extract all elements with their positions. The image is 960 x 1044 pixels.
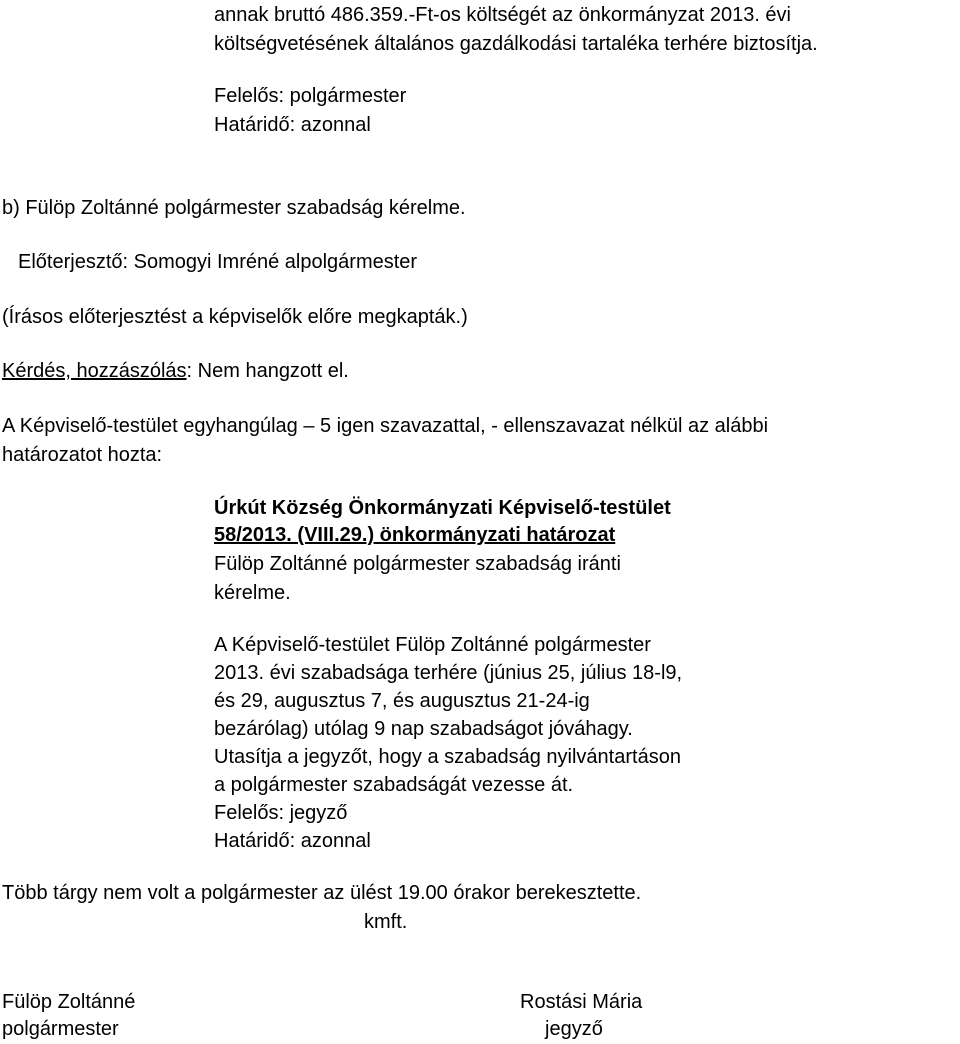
item-b-note: (Írásos előterjesztést a képviselők előre megkapták.) (2, 306, 468, 328)
intro-responsible: Felelős: polgármester (214, 85, 407, 107)
item-b-question (2, 358, 349, 384)
signature-left-name: Fülöp Zoltánné (2, 991, 136, 1013)
closing-kmft: kmft. (364, 911, 408, 933)
vote-line-2: határozatot hozta: (2, 444, 163, 466)
resolution-text-line: bezárólag) utólag 9 nap szabadságot jóváhagy. (214, 718, 633, 740)
resolution-deadline: Határidő: azonnal (214, 830, 371, 852)
resolution-text-line: Utasítja a jegyzőt, hogy a szabadság nyilvántartáson (214, 746, 681, 768)
resolution-responsible: Felelős: jegyző (214, 802, 348, 824)
resolution-number: 58/2013. (VIII.29.) önkormányzati határozat (214, 524, 616, 546)
resolution-body: Úrkút Község Önkormányzati Képviselő-testület (214, 497, 671, 519)
intro-deadline: Határidő: azonnal (214, 114, 371, 136)
signature-right-name: Rostási Mária (520, 991, 643, 1013)
resolution-text-line: és 29, augusztus 7, és augusztus 21-24-ig (214, 690, 590, 712)
vote-line-1: A Képviselő-testület egyhangúlag ‒ 5 igen szavazattal, - ellenszavazat nélkül az alábbi (2, 415, 769, 437)
signature-left-title: polgármester (2, 1018, 119, 1040)
resolution-text-line: A Képviselő-testület Fülöp Zoltánné polgármester (214, 634, 651, 656)
closing-text: Több tárgy nem volt a polgármester az ülést 19.00 órakor berekesztette. (2, 882, 642, 904)
resolution-subject-2: kérelme. (214, 582, 291, 604)
resolution-text-line: 2013. évi szabadsága terhére (június 25, július 18-l9, (214, 662, 683, 684)
item-b-presenter: Előterjesztő: Somogyi Imréné alpolgármester (18, 251, 418, 273)
resolution-text-line: a polgármester szabadságát vezesse át. (214, 774, 574, 796)
resolution-subject-1: Fülöp Zoltánné polgármester szabadság iránti (214, 553, 621, 575)
item-b-title: b) Fülöp Zoltánné polgármester szabadság kérelme. (2, 197, 466, 219)
question-label: Kérdés, hozzászólás (2, 360, 187, 382)
question-value: : Nem hangzott el. (186, 360, 349, 382)
intro-line-2: költségvetésének általános gazdálkodási tartaléka terhére biztosítja. (214, 33, 818, 55)
intro-line-1: annak bruttó 486.359.-Ft-os költségét az önkormányzat 2013. évi (214, 4, 792, 26)
signature-right-title: jegyző (545, 1018, 603, 1040)
